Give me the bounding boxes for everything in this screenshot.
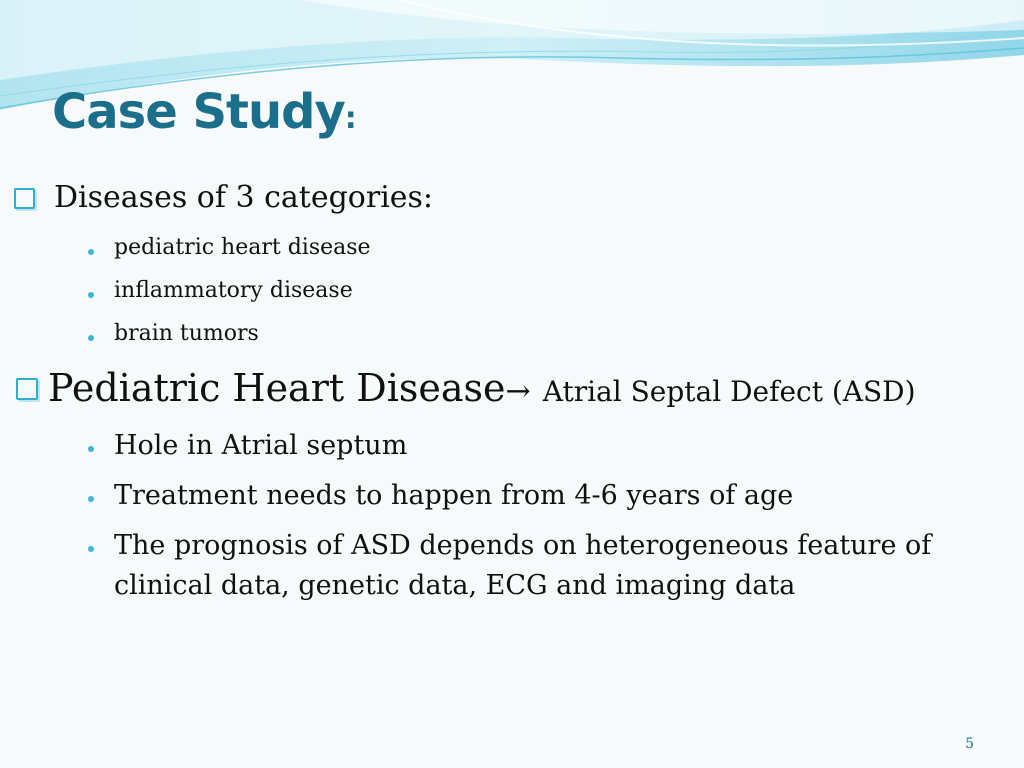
section2-item-3-line1: The prognosis of ASD depends on heterogeneous feature of [114, 530, 932, 561]
section2-item-2: Treatment needs to happen from 4-6 years of age [114, 480, 794, 511]
section1-item-1: pediatric heart disease [114, 235, 371, 260]
section1-item-3: brain tumors [114, 321, 259, 346]
section1-heading: Diseases of 3 categories: [54, 180, 434, 215]
section1-item-2: inflammatory disease [114, 278, 353, 303]
bullet-dot-icon [88, 546, 94, 552]
page-number: 5 [965, 736, 974, 752]
section2-item-3-line2: clinical data, genetic data, ECG and imaging data [114, 570, 796, 601]
bullet-dot-icon [88, 335, 94, 341]
bullet-dot-icon [88, 249, 94, 255]
arrow-right-icon: → [505, 374, 531, 409]
section2-subheading: Atrial Septal Defect (ASD) [542, 375, 916, 408]
slide-title: Case Study: [52, 84, 356, 140]
bullet-dot-icon [88, 446, 94, 452]
bullet-dot-icon [88, 496, 94, 502]
section2-heading-row [48, 366, 916, 410]
title-colon: : [344, 101, 356, 136]
square-bullet-icon [14, 188, 35, 209]
bullet-dot-icon [88, 292, 94, 298]
square-bullet-icon [16, 378, 38, 400]
section2-heading: Pediatric Heart Disease [48, 366, 506, 410]
section2-item-1: Hole in Atrial septum [114, 430, 408, 461]
